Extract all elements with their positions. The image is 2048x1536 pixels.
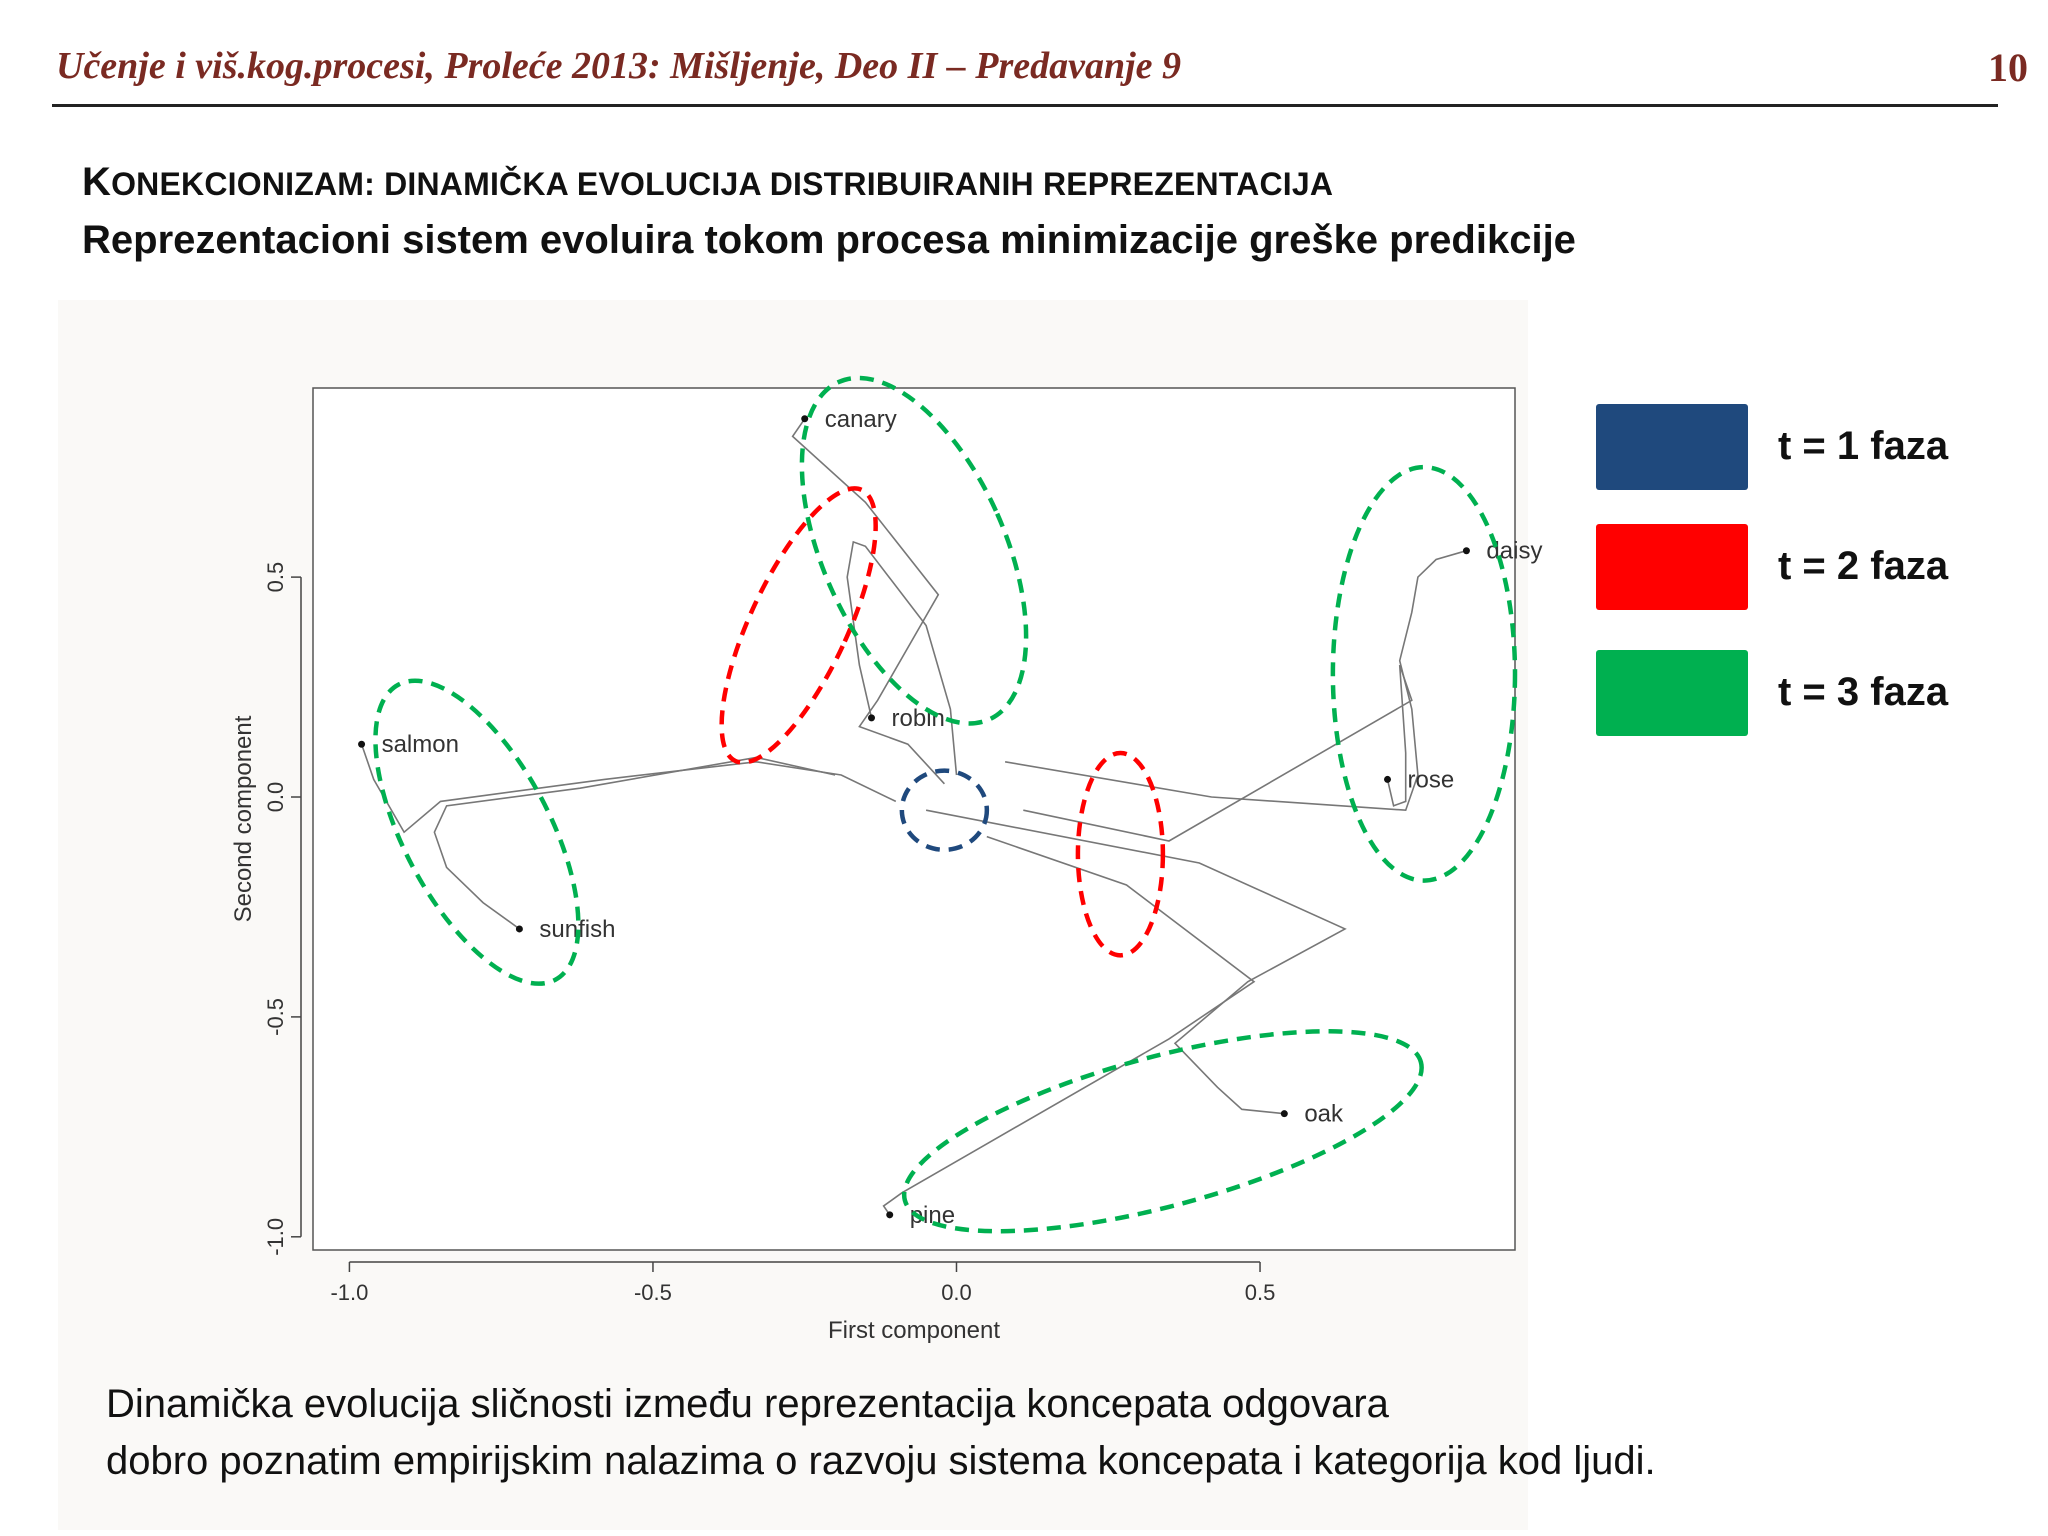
point-label-salmon: salmon [381,731,459,759]
point-label-oak: oak [1304,1100,1344,1128]
x-tick-label: 0.5 [1244,1280,1276,1305]
legend-swatch-phase-3 [1596,650,1748,736]
x-tick-label: -1.0 [330,1280,369,1305]
heading-rest: ONEKCIONIZAM: DINAMIČKA EVOLUCIJA DISTRIBUIRANIH REPREZENTACIJA [111,166,1334,202]
x-tick-label: -0.5 [633,1280,672,1305]
heading-initial: K [82,160,112,204]
legend-item-phase-1 [1596,404,1996,490]
point-oak [1281,1110,1288,1117]
point-canary [801,415,808,422]
y-tick-label: -1.0 [263,1217,288,1256]
caption [106,1376,1656,1490]
x-tick-label: 0.0 [941,1280,972,1305]
legend-swatch-phase-1 [1596,404,1748,490]
legend-label-phase-2: t = 2 faza [1778,544,1949,588]
point-rose [1384,776,1391,783]
point-robin [868,714,875,721]
point-label-sunfish: sunfish [539,915,616,943]
point-label-pine: pine [909,1201,956,1229]
header-title: Učenje i viš.kog.procesi, Proleće 2013: Mišljenje, Deo II – Predavanje 9 [56,45,1182,87]
point-label-daisy: daisy [1486,537,1543,565]
legend-item-phase-3 [1596,650,1996,736]
point-label-canary: canary [824,405,897,433]
point-label-robin: robin [891,704,945,732]
caption-line-2: dobro poznatim empirijskim nalazima o razvoju sistema koncepata i kategorija kod ljudi. [106,1439,1656,1483]
point-pine [886,1211,893,1218]
legend-label-phase-1: t = 1 faza [1778,424,1949,468]
y-tick-label: 0.5 [263,561,288,593]
legend-label-phase-3: t = 3 faza [1778,670,1949,714]
x-axis-label: First component [827,1317,1001,1344]
point-daisy [1463,547,1470,554]
slide-subheading: Reprezentacioni sistem evoluira tokom procesa minimizacije greške predikcije [82,218,1576,262]
legend-item-phase-2 [1596,524,1996,610]
point-label-rose: rose [1407,766,1455,794]
y-axis-label: Second component [230,715,257,923]
y-tick-label: -0.5 [263,997,288,1036]
y-tick-label: 0.0 [263,781,288,813]
point-sunfish [516,925,523,932]
slide-number: 10 [1988,45,2028,90]
point-salmon [358,741,365,748]
caption-line-1: Dinamička evolucija sličnosti između reprezentacija koncepata odgovara [106,1382,1389,1426]
legend-swatch-phase-2 [1596,524,1748,610]
